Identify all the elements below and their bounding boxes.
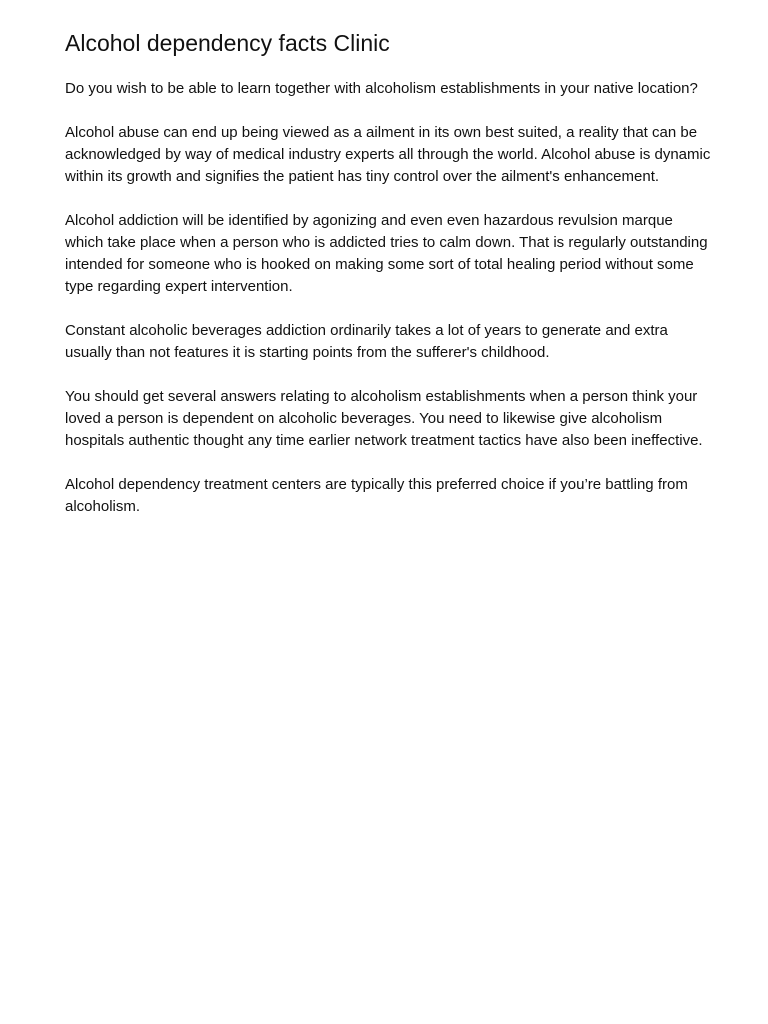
paragraph-2: Alcohol abuse can end up being viewed as a ailment in its own best suited, a reality that can be acknowledged by way of medical industry experts all through the world. Alcohol abuse is dynamic within its growth and signifies the patient has tiny control over the ailment's enhancement. (65, 124, 711, 185)
paragraph-6: Alcohol dependency treatment centers are typically this preferred choice if you’re battling from alcoholism. (65, 476, 688, 515)
paragraph-1: Do you wish to be able to learn together with alcoholism establishments in your native location? (65, 80, 698, 97)
paragraph-5: You should get several answers relating to alcoholism establishments when a person think your loved a person is dependent on alcoholic beverages. You need to likewise give alcoholism hospitals authentic thought any time earlier network treatment tactics have also been ineffective. (65, 388, 703, 449)
paragraph-4: Constant alcoholic beverages addiction ordinarily takes a lot of years to generate and extra usually than not features it is starting points from the sufferer's childhood. (65, 322, 668, 361)
document-page (65, 28, 715, 540)
paragraph-3: Alcohol addiction will be identified by agonizing and even even hazardous revulsion marque which take place when a person who is addicted tries to calm down. That is regularly outstanding intended for someone who is hooked on making some sort of total healing period without some type regarding expert intervention. (65, 212, 708, 295)
document-title: Alcohol dependency facts Clinic (65, 30, 390, 56)
